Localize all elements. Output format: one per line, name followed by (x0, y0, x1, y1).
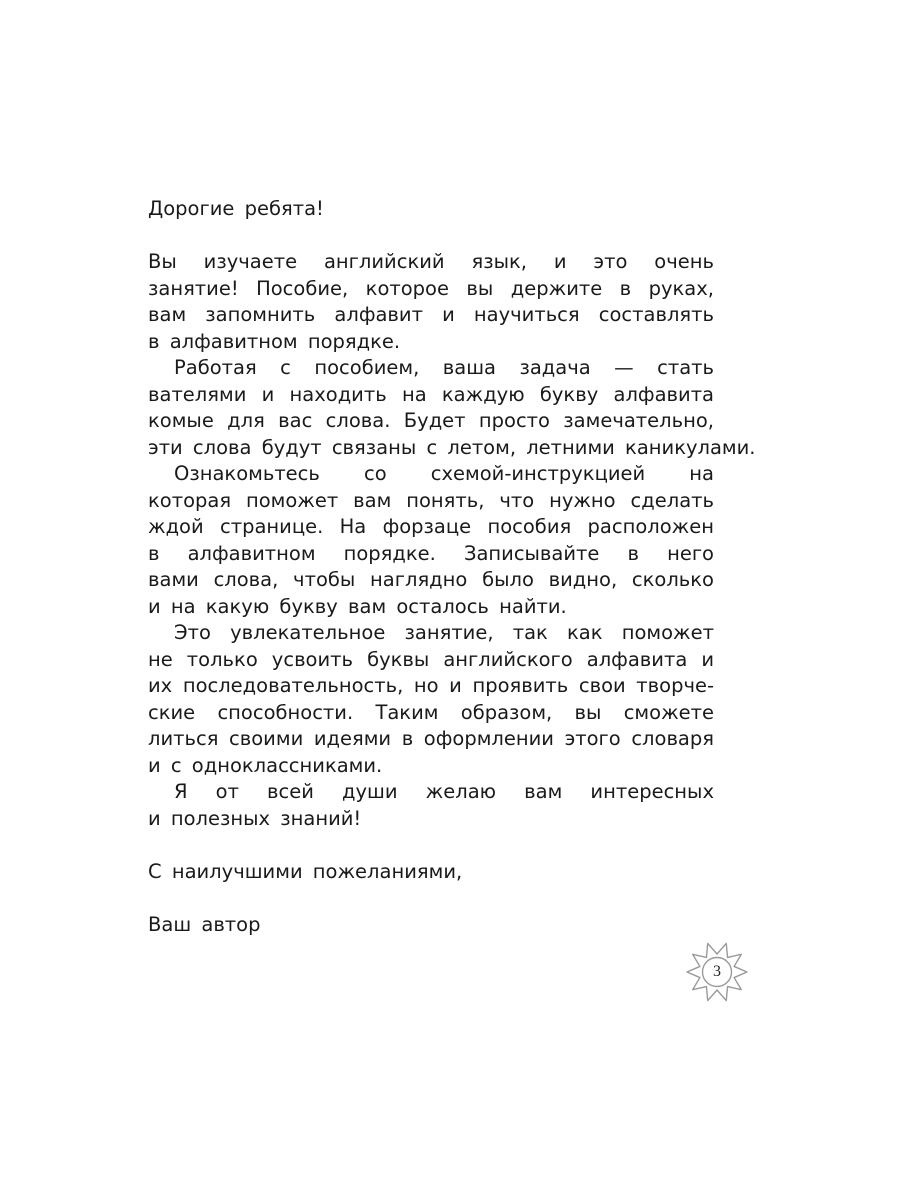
spacer (148, 223, 714, 250)
paragraph-line: и полезных знаний! (148, 806, 362, 830)
paragraph-line: вами слова, чтобы наглядно было видно, сколько (148, 568, 714, 591)
paragraph-line: и на какую букву вам осталось найти. (148, 594, 567, 618)
paragraph-line: не только усвоить буквы английского алфавита и (148, 647, 714, 671)
paragraph-4 (148, 620, 714, 779)
paragraph-line: комые для вас слова. Будет просто замечательно, (148, 409, 714, 432)
paragraph-line: Я от всей души желаю вам интересных (174, 780, 714, 803)
paragraph-5 (148, 779, 714, 832)
paragraph-line: ждой странице. На форзаце пособия расположен (148, 515, 714, 538)
paragraph-1 (148, 249, 714, 355)
paragraph-line: Это увлекательное занятие, так как поможет (174, 621, 714, 644)
paragraph-line: Работая с пособием, ваша задача — стать (174, 356, 714, 379)
paragraph-3 (148, 461, 714, 620)
closing: С наилучшими пожеланиями, (148, 859, 463, 883)
paragraph-line: которая поможет вам понять, что нужно сделать (148, 488, 714, 512)
page-number: 3 (713, 963, 721, 980)
paragraph-line: вателями и находить на каждую букву алфавита (148, 382, 714, 406)
paragraph-line: и с одноклассниками. (148, 753, 383, 777)
paragraph-line: в алфавитном порядке. (148, 329, 401, 353)
paragraph-line: эти слова будут связаны с летом, летними каникулами. (148, 435, 756, 459)
paragraph-line: вам запомнить алфавит и научиться составлять (148, 303, 714, 326)
signature: Ваш автор (148, 912, 261, 936)
paragraph-line: в алфавитном порядке. Записывайте в него (148, 541, 714, 565)
letter-body (148, 196, 756, 938)
spacer (148, 832, 714, 859)
paragraph-line: Ознакомьтесь со схемой-инструкцией на (174, 462, 714, 485)
paragraph-line: их последовательность, но и проявить свои творче- (148, 674, 714, 697)
greeting: Дорогие ребята! (148, 197, 324, 220)
paragraph-line: ские способности. Таким образом, вы сможете (148, 700, 714, 724)
paragraph-line: занятие! Пособие, которое вы держите в руках, (148, 276, 714, 300)
paragraph-line: литься своими идеями в оформлении этого словаря (148, 727, 714, 750)
paragraph-2 (148, 355, 756, 461)
page-number-badge (685, 940, 749, 1004)
spacer (148, 885, 714, 912)
paragraph-line: Вы изучаете английский язык, и это очень (148, 250, 714, 273)
